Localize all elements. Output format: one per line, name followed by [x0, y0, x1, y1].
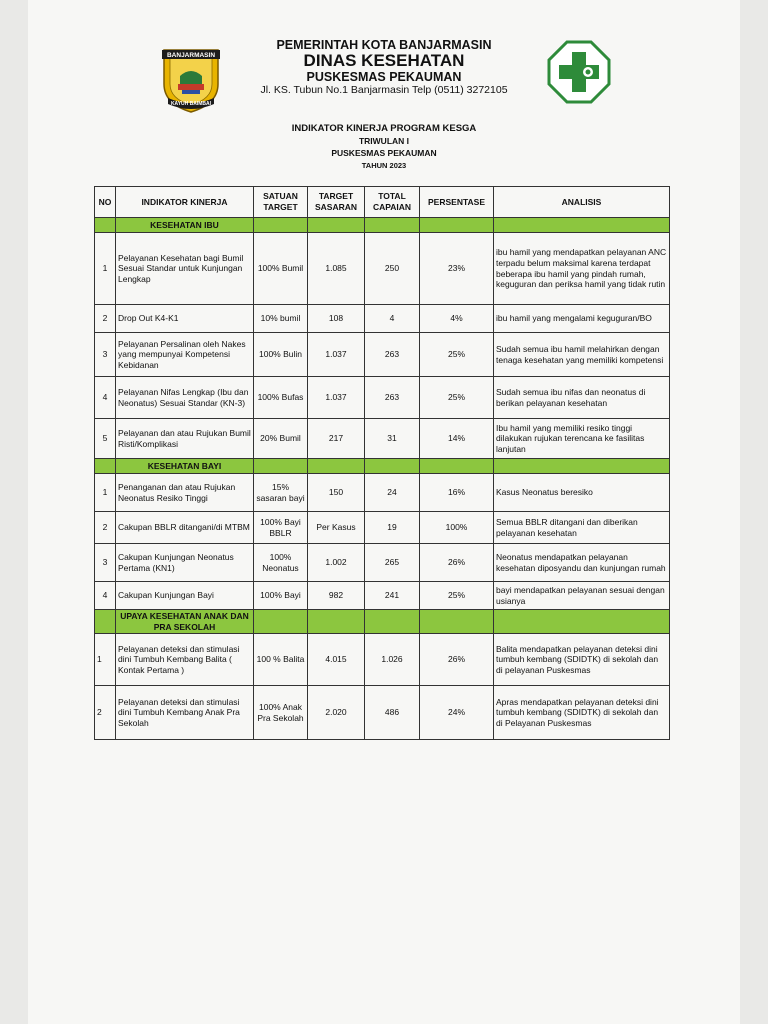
col-satuan: SATUAN TARGET — [254, 187, 308, 218]
address-line: Jl. KS. Tubun No.1 Banjarmasin Telp (0511) 3272105 — [260, 84, 508, 96]
cell-satuan: 100% Bayi — [254, 582, 308, 610]
section-title: UPAYA KESEHATAN ANAK DAN PRA SEKOLAH — [116, 610, 254, 634]
cell-total: 4 — [365, 305, 420, 333]
cell-persentase: 16% — [420, 474, 494, 512]
cell-no: 5 — [95, 419, 116, 459]
cell-indikator: Cakupan Kunjungan Bayi — [116, 582, 254, 610]
cell-no: 1 — [95, 474, 116, 512]
kinerja-table — [94, 186, 670, 740]
cell-no: 1 — [95, 233, 116, 305]
cell-no: 4 — [95, 377, 116, 419]
table-row — [95, 474, 670, 512]
cell-satuan: 15% sasaran bayi — [254, 474, 308, 512]
cell-analisis: ibu hamil yang mendapatkan pelayanan ANC terpadu belum maksimal karena terdapat beberapa ibu hamil yang pindah rumah, keguguran dan periksa hamil yang tidak rutin — [494, 233, 670, 305]
col-analisis: ANALISIS — [494, 187, 670, 218]
cell-indikator: Cakupan Kunjungan Neonatus Pertama (KN1) — [116, 544, 254, 582]
report-period: TRIWULAN I — [358, 136, 410, 146]
col-indikator: INDIKATOR KINERJA — [116, 187, 254, 218]
cell-satuan: 100% Bulin — [254, 333, 308, 377]
cell-no: 4 — [95, 582, 116, 610]
cell-indikator: Pelayanan deteksi dan stimulasi dini Tumbuh Kembang Anak Pra Sekolah — [116, 686, 254, 740]
col-persentase: PERSENTASE — [420, 187, 494, 218]
table-row — [95, 377, 670, 419]
table-row — [95, 544, 670, 582]
section-title: KESEHATAN IBU — [116, 218, 254, 233]
cell-analisis: Ibu hamil yang memiliki resiko tinggi dilakukan rujukan terencana ke fasilitas lanjutan — [494, 419, 670, 459]
cell-total: 24 — [365, 474, 420, 512]
cell-indikator: Pelayanan deteksi dan stimulasi dini Tumbuh Kembang Balita ( Kontak Pertama ) — [116, 634, 254, 686]
cell-analisis: Neonatus mendapatkan pelayanan kesehatan diposyandu dan kunjungan rumah — [494, 544, 670, 582]
cell-indikator: Pelayanan Persalinan oleh Nakes yang mempunyai Kompetensi Kebidanan — [116, 333, 254, 377]
report-title: INDIKATOR KINERJA PROGRAM KESGA — [291, 123, 477, 134]
table-header — [95, 187, 670, 218]
cell-analisis: Balita mendapatkan pelayanan deteksi dini tumbuh kembang (SDIDTK) di sekolah dan di pelayanan Puskesmas — [494, 634, 670, 686]
cell-persentase: 26% — [420, 634, 494, 686]
table-row — [95, 634, 670, 686]
cell-analisis: bayi mendapatkan pelayanan sesuai dengan usianya — [494, 582, 670, 610]
cell-indikator: Pelayanan dan atau Rujukan Bumil Risti/Komplikasi — [116, 419, 254, 459]
report-year: TAHUN 2023 — [361, 161, 407, 170]
cell-no: 3 — [95, 333, 116, 377]
cell-persentase: 100% — [420, 512, 494, 544]
cell-target: 2.020 — [308, 686, 365, 740]
cell-total: 250 — [365, 233, 420, 305]
cell-persentase: 26% — [420, 544, 494, 582]
cell-analisis: Sudah semua ibu hamil melahirkan dengan tenaga kesehatan yang memiliki kompetensi — [494, 333, 670, 377]
table-row — [95, 419, 670, 459]
emblem-top-text: BANJARMASIN — [166, 52, 216, 59]
cell-indikator: Pelayanan Kesehatan bagi Bumil Sesuai Standar untuk Kunjungan Lengkap — [116, 233, 254, 305]
cell-no: 2 — [95, 512, 116, 544]
cell-persentase: 24% — [420, 686, 494, 740]
cell-indikator: Cakupan BBLR ditangani/di MTBM — [116, 512, 254, 544]
cell-total: 265 — [365, 544, 420, 582]
col-total: TOTAL CAPAIAN — [365, 187, 420, 218]
cell-indikator: Penanganan dan atau Rujukan Neonatus Resiko Tinggi — [116, 474, 254, 512]
table-row — [95, 582, 670, 610]
table-row — [95, 305, 670, 333]
cell-analisis: Semua BBLR ditangani dan diberikan pelayanan kesehatan — [494, 512, 670, 544]
cell-indikator: Drop Out K4-K1 — [116, 305, 254, 333]
cell-no: 2 — [95, 686, 116, 740]
cell-persentase: 14% — [420, 419, 494, 459]
cell-total: 263 — [365, 333, 420, 377]
section-header — [95, 459, 670, 474]
agency-title: DINAS KESEHATAN — [303, 51, 465, 70]
cell-target: 4.015 — [308, 634, 365, 686]
cell-target: 982 — [308, 582, 365, 610]
cell-satuan: 20% Bumil — [254, 419, 308, 459]
cell-satuan: 100% Bufas — [254, 377, 308, 419]
cell-target: 1.037 — [308, 333, 365, 377]
cell-target: 150 — [308, 474, 365, 512]
emblem-bottom-text: KAYUH BAIMBAI — [170, 101, 212, 107]
section-title: KESEHATAN BAYI — [116, 459, 254, 474]
section-header — [95, 218, 670, 233]
cell-no: 1 — [95, 634, 116, 686]
cell-persentase: 25% — [420, 582, 494, 610]
gov-title: PEMERINTAH KOTA BANJARMASIN — [276, 38, 492, 52]
cell-persentase: 4% — [420, 305, 494, 333]
table-row — [95, 512, 670, 544]
cell-persentase: 25% — [420, 377, 494, 419]
table-row — [95, 333, 670, 377]
cell-target: Per Kasus — [308, 512, 365, 544]
cell-persentase: 23% — [420, 233, 494, 305]
cell-no: 3 — [95, 544, 116, 582]
table-row — [95, 686, 670, 740]
col-target: TARGET SASARAN — [308, 187, 365, 218]
health-cross-icon — [547, 40, 611, 104]
col-no: NO — [95, 187, 116, 218]
cell-target: 1.085 — [308, 233, 365, 305]
cell-analisis: Apras mendapatkan pelayanan deteksi dini tumbuh kembang (SDIDTK) di sekolah dan di Pelayanan Puskesmas — [494, 686, 670, 740]
cell-analisis: Kasus Neonatus beresiko — [494, 474, 670, 512]
cell-target: 1.002 — [308, 544, 365, 582]
cell-total: 1.026 — [365, 634, 420, 686]
cell-satuan: 100% Anak Pra Sekolah — [254, 686, 308, 740]
cell-satuan: 100% Neonatus — [254, 544, 308, 582]
cell-target: 1.037 — [308, 377, 365, 419]
cell-total: 263 — [365, 377, 420, 419]
cell-target: 217 — [308, 419, 365, 459]
cell-indikator: Pelayanan Nifas Lengkap (Ibu dan Neonatus) Sesuai Standar (KN-3) — [116, 377, 254, 419]
cell-satuan: 100% Bumil — [254, 233, 308, 305]
cell-satuan: 100 % Balita — [254, 634, 308, 686]
section-header — [95, 610, 670, 634]
cell-target: 108 — [308, 305, 365, 333]
cell-total: 241 — [365, 582, 420, 610]
puskesmas-title: PUSKESMAS PEKAUMAN — [306, 70, 462, 84]
cell-analisis: Sudah semua ibu nifas dan neonatus di berikan pelayanan kesehatan — [494, 377, 670, 419]
letterhead — [0, 0, 768, 110]
cell-satuan: 100% Bayi BBLR — [254, 512, 308, 544]
cell-total: 19 — [365, 512, 420, 544]
cell-total: 486 — [365, 686, 420, 740]
report-org: PUSKESMAS PEKAUMAN — [331, 148, 437, 158]
cell-no: 2 — [95, 305, 116, 333]
cell-total: 31 — [365, 419, 420, 459]
table-row — [95, 233, 670, 305]
cell-persentase: 25% — [420, 333, 494, 377]
cell-satuan: 10% bumil — [254, 305, 308, 333]
cell-analisis: ibu hamil yang mengalami keguguran/BO — [494, 305, 670, 333]
